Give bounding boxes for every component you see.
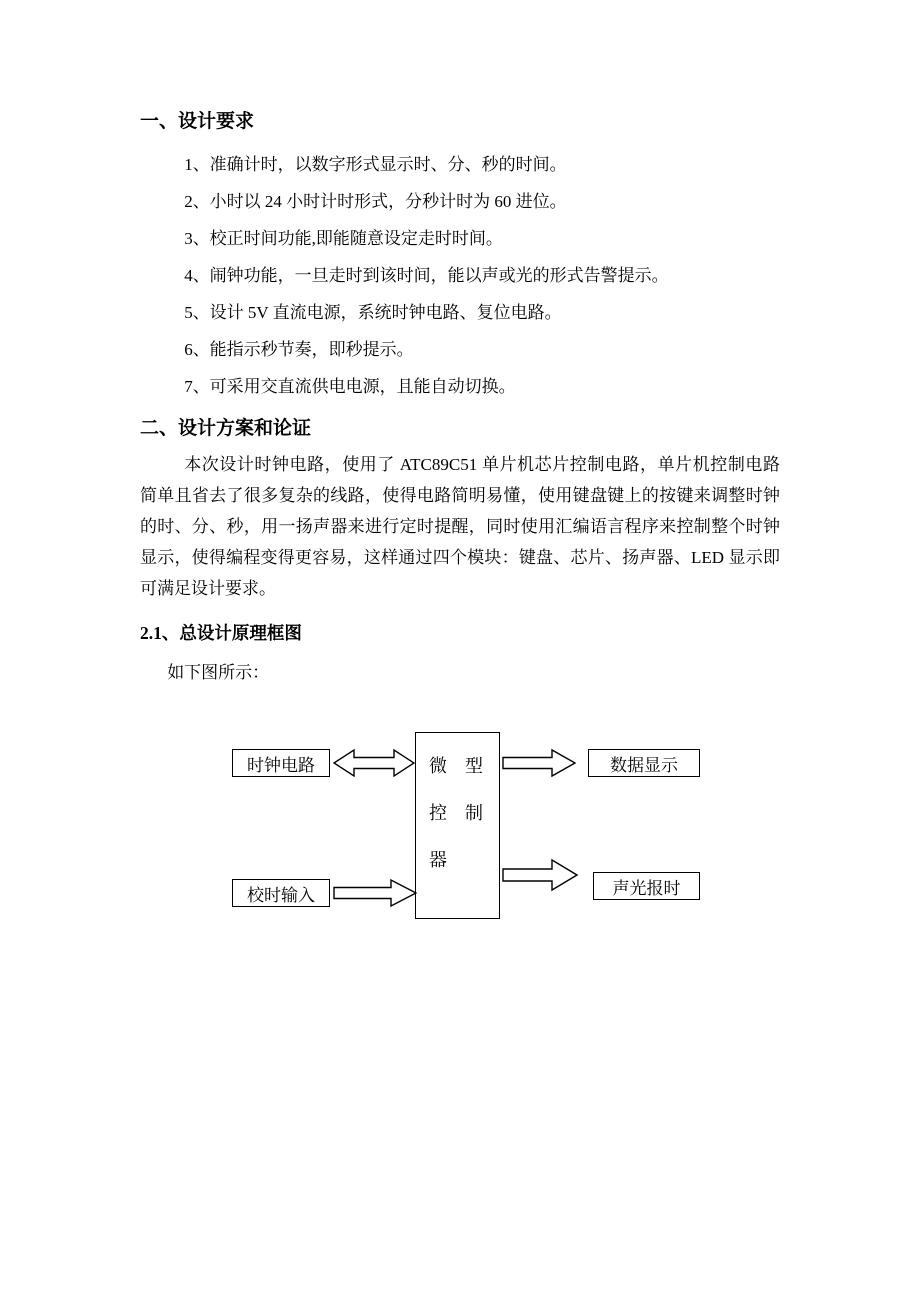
right-arrow-to-display-icon: [502, 746, 576, 780]
section-1-heading: 一、设计要求: [140, 111, 255, 132]
mcu-label-line-1: 微 型: [429, 756, 483, 776]
block-diagram: [140, 724, 780, 939]
requirement-item-2: 2、小时以 24 小时计时形式，分秒计时为 60 进位。: [184, 192, 567, 211]
section-2-heading: 二、设计方案和论证: [140, 418, 312, 439]
alarm-output-box: 声光报时: [593, 872, 700, 900]
requirement-item-5: 5、设计 5V 直流电源，系统时钟电路、复位电路。: [184, 303, 562, 322]
time-input-box: 校时输入: [232, 879, 330, 907]
right-arrow-from-input-icon: [333, 876, 417, 910]
requirement-item-1: 1、准确计时，以数字形式显示时、分、秒的时间。: [184, 155, 567, 174]
diagram-intro-text: 如下图所示：: [167, 663, 270, 682]
mcu-label-line-2: 控 制: [429, 803, 483, 823]
requirement-item-3: 3、校正时间功能,即能随意设定走时时间。: [184, 229, 503, 248]
design-description-paragraph: 本次设计时钟电路，使用了 ATC89C51 单片机芯片控制电路，单片机控制电路简单且省去了很多复杂的线路，使得电路简明易懂，使用键盘键上的按键来调整时钟的时、分、秒，用一扬声器来进行定时提醒，同时使用汇编语言程序来控制整个时钟显示，使得编程变得更容易，这样通过四个模块：键盘、芯片、扬声器、LED 显示即可满足设计要求。: [140, 455, 780, 598]
clock-circuit-box: 时钟电路: [232, 749, 330, 777]
subsection-2-1-heading: 2.1、总设计原理框图: [140, 623, 302, 643]
bidirectional-arrow-icon: [333, 746, 415, 780]
mcu-label-line-3: 器: [429, 850, 447, 870]
requirement-item-7: 7、可采用交直流供电电源，且能自动切换。: [184, 377, 516, 396]
data-display-box: 数据显示: [588, 749, 700, 777]
requirement-item-6: 6、能指示秒节奏，即秒提示。: [184, 340, 414, 359]
right-arrow-to-alarm-icon: [502, 855, 578, 895]
microcontroller-box: [415, 732, 500, 919]
requirement-item-4: 4、闹钟功能，一旦走时到该时间，能以声或光的形式告警提示。: [184, 266, 669, 285]
